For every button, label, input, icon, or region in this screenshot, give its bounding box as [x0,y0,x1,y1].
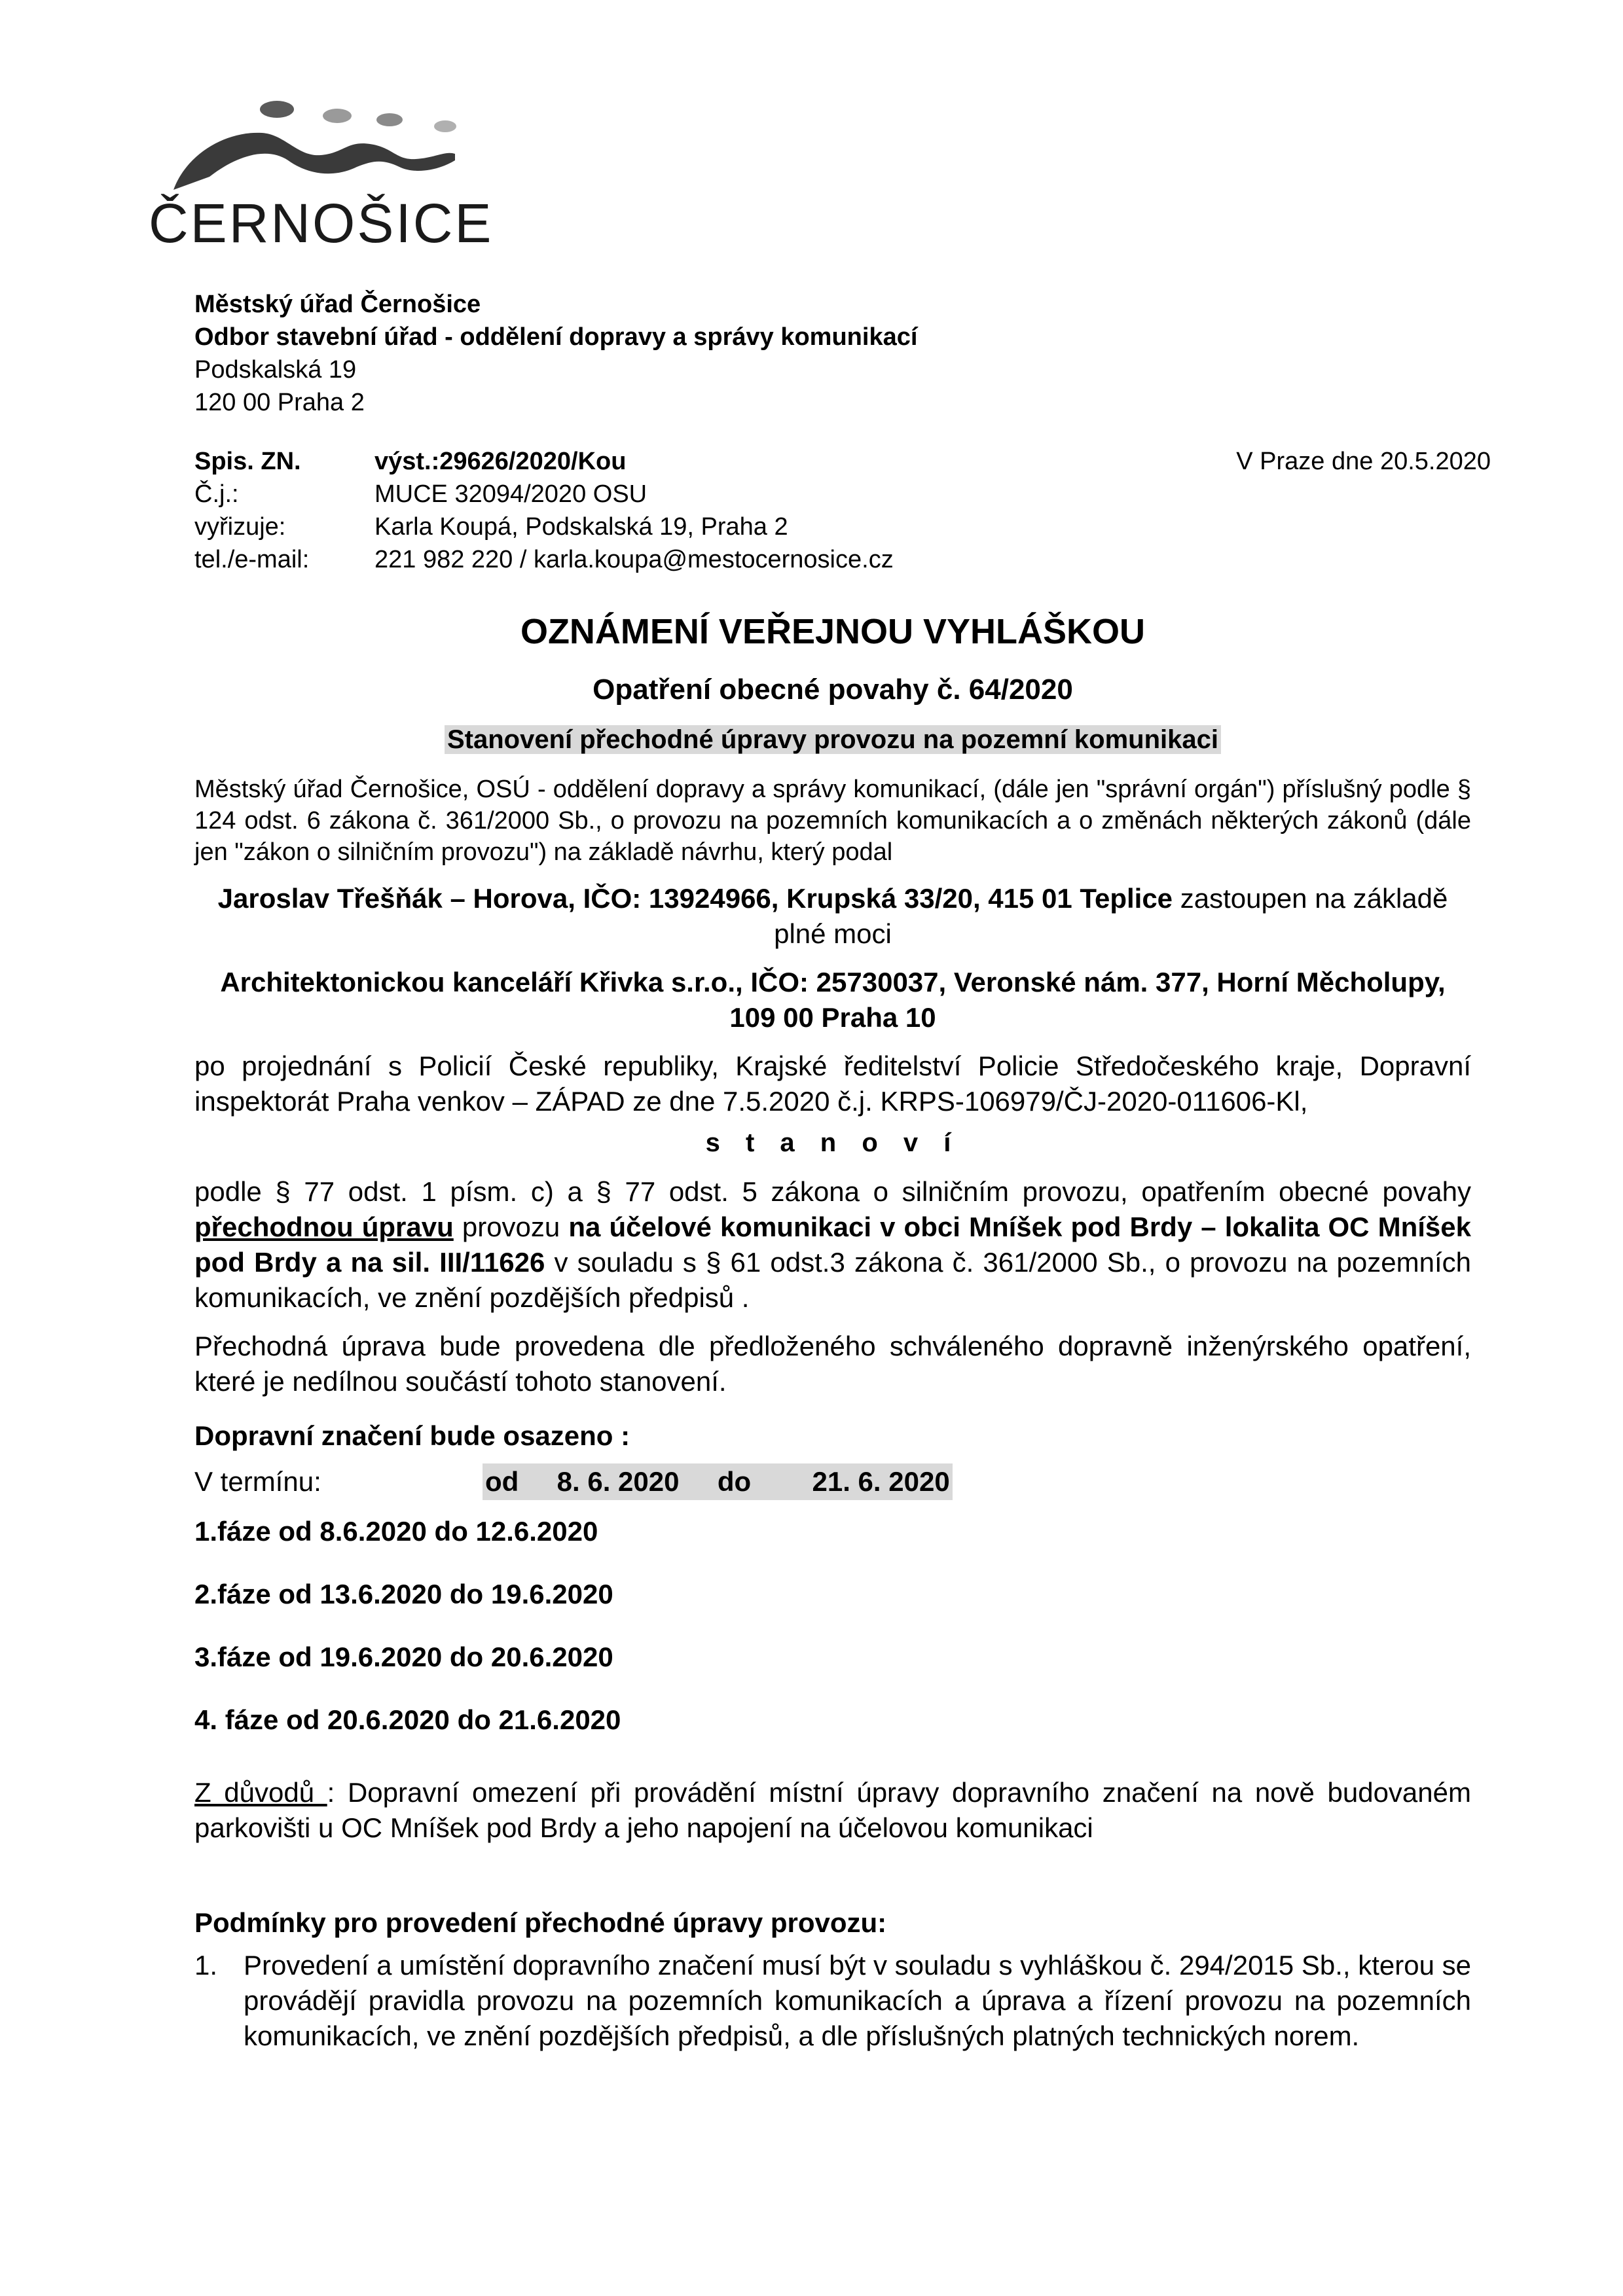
meta-label: vyřizuje: [194,513,286,541]
meta-row-handler [194,511,1471,543]
meta-value: Karla Koupá, Podskalská 19, Praha 2 [374,513,788,541]
subject-text: Stanovení přechodné úpravy provozu na pozemní komunikaci [445,725,1221,754]
decision-keyword: s t a n o v í [705,1128,960,1157]
conditions-heading: Podmínky pro provedení přechodné úpravy provozu: [194,1907,887,1938]
term-label: V termínu: [194,1466,321,1497]
term-value: od 8. 6. 2020 do 21. 6. 2020 [483,1463,953,1500]
logo-wave-icon [147,95,462,193]
document-subtitle: Opatření obecné povahy č. 64/2020 [593,673,1073,706]
meta-label: Č.j.: [194,480,239,508]
police-paragraph: po projednání s Policií České republiky, Krajské ředitelství Policie Středočeského kraje, Dopravní inspektorát Praha venkov – ZÁPAD ze dne 7.5.2020 č.j. KRPS-106979/ČJ-2020-011606-Kl, [194,1050,1471,1117]
reason-label: Z důvodů [194,1777,327,1808]
condition-item [194,1948,1471,2054]
meta-value: MUCE 32094/2020 OSU [374,480,647,508]
intro-paragraph: Městský úřad Černošice, OSÚ - oddělení dopravy a správy komunikací, (dále jen "správní orgán") příslušný podle § 124 odst. 6 zákona č. 361/2000 Sb., o provozu na pozemních komunikacích a o změnách některých zákonů (dále jen "zákon o silničním provozu") na základě návrhu, který podal [194,776,1471,866]
decision-text-3: v souladu s § 61 odst.3 zákona č. 361/2000 Sb., o provozu na pozemních komunikacích, ve znění pozdějších předpisů . [194,1247,1471,1313]
meta-value: výst.:29626/2020/Kou [374,448,627,475]
document-title: OZNÁMENÍ VEŘEJNOU VYHLÁŠKOU [520,612,1146,651]
decision-location: na účelové komunikaci v obci Mníšek pod Brdy – lokalita OC Mníšek pod Brdy a na sil. III/11626 [194,1211,1471,1278]
phase-item: 1.fáze od 8.6.2020 do 12.6.2020 [194,1516,598,1547]
condition-text: Provedení a umístění dopravního značení musí být v souladu s vyhláškou č. 294/2015 Sb., kterou se provádějí pravidla provozu na pozemních komunikacích a úprava a řízení provozu na pozemních komunikacích, ve znění pozdějších předpisů, a dle příslušných platných technických norem. [244,1950,1471,2051]
contact-email: 221 982 220 / karla.koupa@mestocernosice.cz [374,546,894,573]
decision-text-2: provozu [453,1211,569,1242]
temporary-paragraph: Přechodná úprava bude provedena dle předloženého schváleného dopravně inženýrského opatření, které je nedílnou součástí tohoto stanovení. [194,1331,1471,1397]
applicant-paragraph [194,881,1471,952]
applicant-name: Jaroslav Třešňák – Horova, IČO: 13924966, Krupská 33/20, 415 01 Teplice [217,883,1173,914]
document-content [194,288,1491,2054]
meta-row-reference [194,478,1471,511]
representative-paragraph: Architektonickou kanceláří Křivka s.r.o., IČO: 25730037, Veronské nám. 377, Horní Měcholupy, 109 00 Praha 10 [220,967,1446,1033]
decision-text-1: podle § 77 odst. 1 písm. c) a § 77 odst. 5 zákona o silničním provozu, opatřením obecné povahy [194,1176,1471,1207]
signage-heading: Dopravní značení bude osazeno : [194,1420,630,1451]
phase-item: 4. fáze od 20.6.2020 do 21.6.2020 [194,1704,621,1735]
condition-number: 1. [194,1950,218,1981]
document-date: V Praze dne 20.5.2020 [1236,448,1491,475]
meta-label: tel./e-mail: [194,546,310,573]
address-street: Podskalská 19 [194,356,357,384]
logo-text: ČERNOŠICE [149,192,494,254]
applicant-representation: zastoupen na základě plné moci [774,883,1448,949]
phase-item: 3.fáze od 19.6.2020 do 20.6.2020 [194,1641,613,1672]
reason-text: : Dopravní omezení při provádění místní úpravy dopravního značení na nově budovaném parkovišti u OC Mníšek pod Brdy a jeho napojení na účelovou komunikaci [194,1777,1471,1843]
document-subject [194,721,1471,758]
address-city: 120 00 Praha 2 [194,389,365,416]
decision-emphasis: přechodnou úpravu [194,1211,454,1242]
decision-paragraph [194,1174,1471,1316]
department-name: Odbor stavební úřad - oddělení dopravy a správy komunikací [194,323,918,351]
phase-item: 2.fáze od 13.6.2020 do 19.6.2020 [194,1579,613,1609]
office-name: Městský úřad Černošice [194,291,481,318]
cernosice-logo [147,95,494,254]
reason-paragraph [194,1775,1471,1846]
meta-row-contact [194,543,1471,576]
meta-label: Spis. ZN. [194,448,301,475]
reference-block [194,445,1491,576]
term-row [194,1463,1471,1500]
